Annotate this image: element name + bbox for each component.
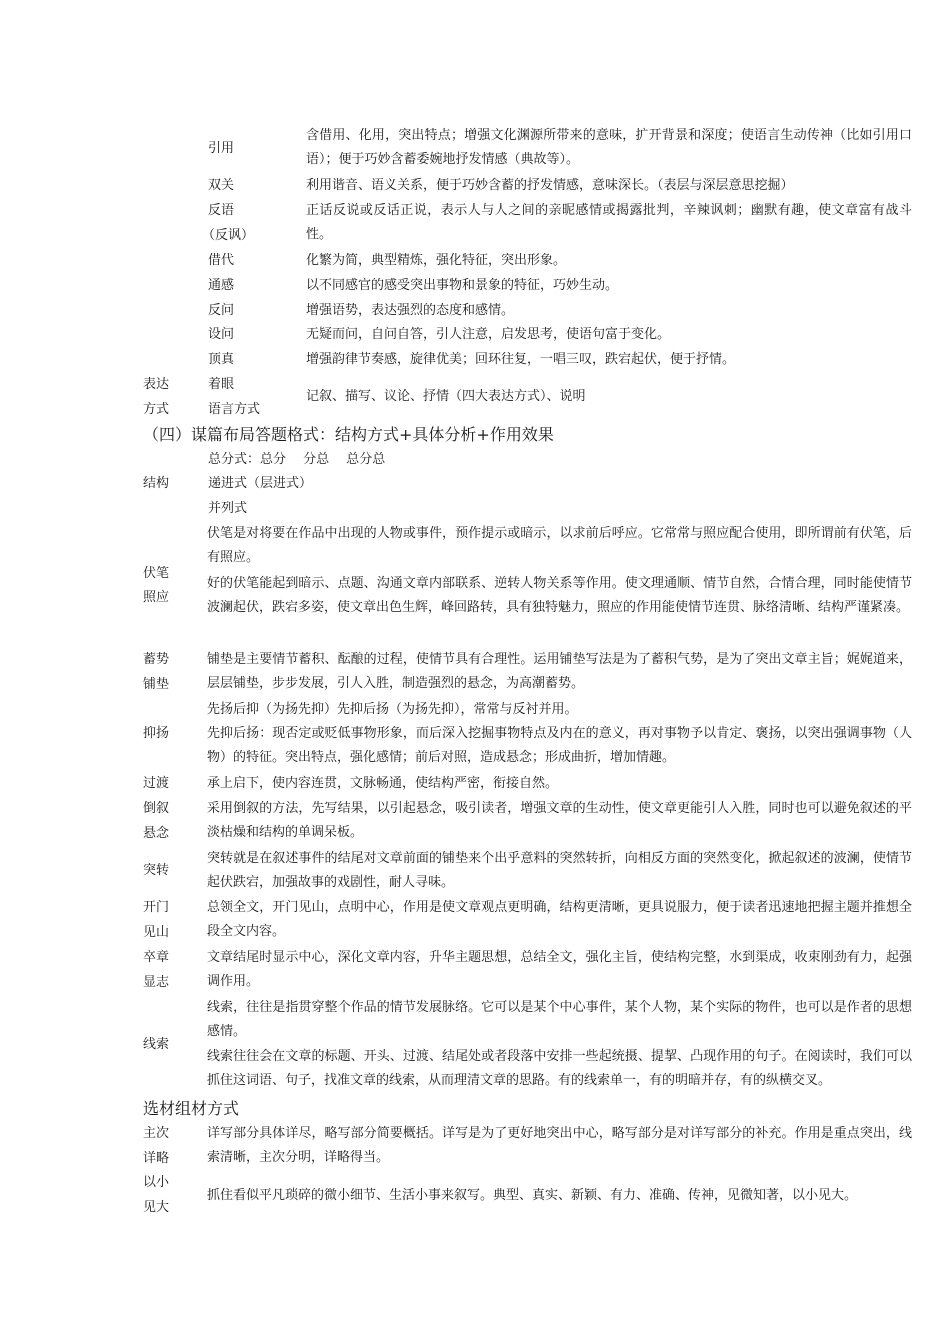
desc-tonggan: 以不同感官的感受突出事物和景象的特征，巧妙生动。 (306, 278, 619, 293)
label-zhuci: 主次 (143, 1126, 170, 1141)
section-heading-material: 选材组材方式 (143, 1099, 240, 1118)
sub-zhuoyan: 着眼 (208, 377, 235, 392)
desc-fanwen: 增强语势，表达强烈的态度和感情。 (306, 303, 515, 318)
label-jiegou: 结构 (143, 476, 170, 491)
yiyang-paragraph: 先抑后扬：现否定或贬低事物形象，而后深入挖掘事物特点及内在的意义，再对事物予以肯定、褒扬，以突出强调事物（人物）的特征。突出特点，强化感情；前后对照，造成悬念；形成曲折，增加情趣。 (207, 726, 912, 765)
label-xianglue: 详略 (143, 1151, 170, 1166)
desc-biaoda: 记叙、描写、议论、抒情（四大表达方式）、说明 (306, 389, 586, 404)
label-zhaoying: 照应 (143, 590, 170, 605)
label-pudian: 铺垫 (143, 677, 170, 692)
section-heading-4: （四）谋篇布局答题格式：结构方式+具体分析+作用效果 (143, 425, 554, 444)
xushi-paragraph: 铺垫是主要情节蓄积、酝酿的过程，使情节具有合理性。运用铺垫写法是为了蓄积气势，是为了突出文章主旨；娓娓道来，层层铺垫，步步发展，引人入胜，制造强烈的悬念，为高潮蓄势。 (207, 652, 912, 691)
yixiao-desc: 抓住看似平凡琐碎的微小细节、生活小事来叙写。典型、真实、新颖、有力、准确、传神，见微知著，以小见大。 (207, 1188, 858, 1203)
sub-yuyanfangshi: 语言方式 (208, 402, 261, 417)
label-jianshan: 见山 (143, 925, 170, 940)
tuzhuan-paragraph: 突转就是在叙述事件的结尾对文章前面的铺垫来个出乎意料的突然转折，向相反方面的突然变化，掀起叙述的波澜，使情节起伏跌宕，加强故事的戏剧性，耐人寻味。 (207, 851, 912, 890)
term-dingzhen: 顶真 (208, 352, 235, 367)
fubi-paragraph-1: 伏笔是对将要在作品中出现的人物或事件，预作提示或暗示，以求前后呼应。它常常与照应配合使用，即所谓前有伏笔，后有照应。 (207, 526, 912, 565)
label-fubi: 伏笔 (143, 566, 170, 581)
desc-shuangguan: 利用谐音、语义关系，便于巧妙含蓄的抒发情感，意味深长。（表层与深层意思挖掘） (306, 178, 794, 193)
structure-line-2: 递进式（层进式） (208, 476, 313, 491)
desc-dingzhen: 增强韵律节奏感，旋律优美；回环往复，一唱三叹，跌宕起伏，便于抒情。 (306, 352, 736, 367)
fubi-paragraph-2: 好的伏笔能起到暗示、点题、沟通文章内部联系、逆转人物关系等作用。使文理通顺、情节自然，合情合理，同时能使情节波澜起伏，跌宕多姿，使文章出色生辉，峰回路转，具有独特魅力，照应的作用能使情节连贯、脉络清晰、结构严谨紧凑。 (207, 576, 912, 615)
desc-yinyong: 含借用、化用，突出特点；增强文化渊源所带来的意味，扩开背景和深度；使语言生动传神（比如引用口语）；便于巧妙含蓄委婉地抒发情感（典故等）。 (306, 128, 912, 167)
label-fangshi: 方式 (143, 402, 170, 417)
label-yiyang: 抑扬 (143, 726, 170, 741)
xiansuo-paragraph-2: 线索往往会在文章的标题、开头、过渡、结尾处或者段落中安排一些起统摄、提挈、凸现作用的句子。在阅读时，我们可以抓住这词语、句子，找准文章的线索，从而理清文章的思路。有的线索单一，有的明暗并存，有的纵横交叉。 (207, 1049, 912, 1088)
guodu-desc: 承上启下，使内容连贯，文脉畅通，使结构严密，衔接自然。 (207, 776, 559, 791)
label-tuzhuan: 突转 (143, 863, 170, 878)
xiansuo-paragraph-1: 线索，往往是指贯穿整个作品的情节发展脉络。它可以是某个中心事件，某个人物，某个实际的物件，也可以是作者的思想感情。 (207, 1000, 912, 1039)
term-fanwen: 反问 (208, 303, 235, 318)
desc-fanyu: 正话反说或反话正说，表示人与人之间的亲昵感情或揭露批判，辛辣讽刺；幽默有趣，使文章富有战斗性。 (306, 203, 912, 242)
label-biaoda: 表达 (143, 377, 170, 392)
yiyang-line-1: 先扬后抑（为扬先抑）先抑后扬（为扬先抑），常常与反衬并用。 (207, 702, 578, 717)
term-shuangguan: 双关 (208, 178, 235, 193)
kaimen-paragraph: 总领全文，开门见山，点明中心，作用是使文章观点更明确，结构更清晰，更具说服力，便于读者迅速地把握主题并推想全段全文内容。 (207, 900, 912, 939)
term-fanyu-sub: （反讽） (202, 228, 255, 243)
label-xianzhi: 显志 (143, 975, 170, 990)
structure-line-1: 总分式：总分 分总 总分总 (208, 452, 386, 467)
label-guodu: 过渡 (143, 776, 170, 791)
desc-shewen: 无疑而问，自问自答，引人注意，启发思考，使语句富于变化。 (306, 327, 671, 342)
term-fanyu: 反语 (208, 203, 235, 218)
label-jianda: 见大 (143, 1200, 170, 1215)
label-xiansuo: 线索 (143, 1037, 170, 1052)
zhuci-paragraph: 详写部分具体详尽，略写部分简要概括。详写是为了更好地突出中心，略写部分是对详写部分的补充。作用是重点突出，线索清晰，主次分明，详略得当。 (207, 1126, 912, 1165)
term-shewen: 设问 (208, 327, 235, 342)
label-kaimen: 开门 (143, 900, 170, 915)
desc-jiedai: 化繁为简，典型精炼，强化特征，突出形象。 (306, 253, 567, 268)
structure-line-3: 并列式 (208, 501, 248, 516)
label-zuzhang: 卒章 (143, 950, 170, 965)
label-xushi: 蓄势 (143, 652, 170, 667)
zuzhang-paragraph: 文章结尾时显示中心，深化文章内容，升华主题思想，总结全文，强化主旨，使结构完整，水到渠成，收束刚劲有力，起强调作用。 (207, 950, 912, 989)
daoxu-paragraph: 采用倒叙的方法，先写结果，以引起悬念，吸引读者，增强文章的生动性，使文章更能引人入胜，同时也可以避免叙述的平淡枯燥和结构的单调呆板。 (207, 801, 912, 840)
term-tonggan: 通感 (208, 278, 235, 293)
label-yixiao: 以小 (143, 1175, 170, 1190)
term-jiedai: 借代 (208, 253, 235, 268)
label-xuannian: 悬念 (143, 826, 170, 841)
label-daoxu: 倒叙 (143, 801, 170, 816)
term-yinyong: 引用 (208, 141, 235, 156)
